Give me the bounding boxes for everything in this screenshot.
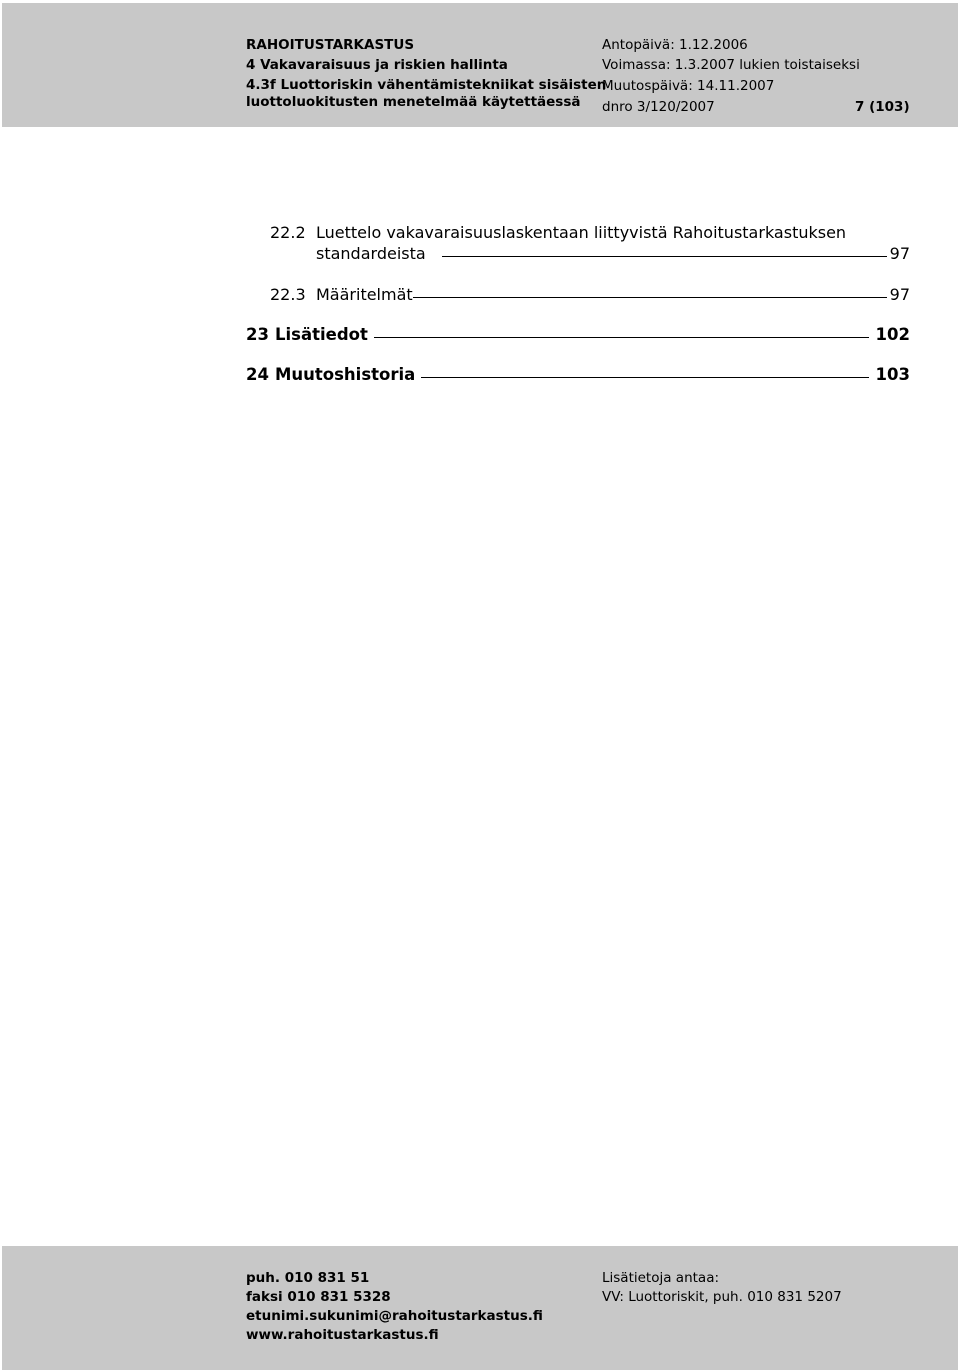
- header-organization: RAHOITUSTARKASTUS: [246, 37, 415, 53]
- toc-leader: [374, 336, 869, 338]
- toc-entry-number: 24: [246, 365, 269, 384]
- toc-entry-title: Määritelmät: [316, 285, 413, 304]
- footer-email: etunimi.sukunimi@rahoitustarkastus.fi: [246, 1308, 543, 1324]
- toc-entry-24[interactable]: [246, 365, 910, 384]
- header-validity: Voimassa: 1.3.2007 lukien toistaiseksi: [602, 57, 860, 73]
- footer-contact-heading: Lisätietoja antaa:: [602, 1270, 720, 1286]
- header-page-number: 7 (103): [855, 99, 910, 115]
- toc-entry-page: 97: [889, 285, 910, 304]
- header-record-number: dnro 3/120/2007: [602, 99, 715, 115]
- footer-contact-details: VV: Luottoriskit, puh. 010 831 5207: [602, 1289, 842, 1305]
- header-section: 4 Vakavaraisuus ja riskien hallinta: [246, 57, 508, 73]
- toc-entry-number: 22.3: [270, 285, 306, 304]
- footer-website: www.rahoitustarkastus.fi: [246, 1327, 439, 1343]
- toc-entry-page: 103: [875, 365, 910, 384]
- toc-entry-23[interactable]: [246, 325, 910, 344]
- toc-entry-22-3[interactable]: [270, 285, 910, 304]
- header-modified-date: Muutospäivä: 14.11.2007: [602, 78, 775, 94]
- toc-entry-title: Muutoshistoria: [274, 365, 416, 384]
- footer-fax: faksi 010 831 5328: [246, 1289, 391, 1305]
- toc-entry-title: Luettelo vakavaraisuuslaskentaan liittyvistä Rahoitustarkastuksen: [316, 223, 847, 242]
- toc-entry-page: 97: [889, 244, 910, 263]
- header-subsection-line2: luottoluokitusten menetelmää käytettäessä: [246, 94, 581, 110]
- footer-phone: puh. 010 831 51: [246, 1270, 370, 1286]
- toc-leader: [442, 255, 887, 257]
- toc-leader: [413, 296, 887, 298]
- toc-leader: [421, 376, 868, 378]
- toc-entry-page: 102: [875, 325, 910, 344]
- header-issue-date: Antopäivä: 1.12.2006: [602, 37, 748, 53]
- toc-entry-title-continued: standardeista: [316, 244, 426, 263]
- toc-entry-number: 22.2: [270, 223, 306, 242]
- toc-entry-22-2-line2[interactable]: [316, 244, 910, 263]
- toc-entry-number: 23: [246, 325, 269, 344]
- toc-entry-title: Lisätiedot: [274, 325, 368, 344]
- toc-entry-22-2-line1[interactable]: [270, 223, 910, 242]
- header-subsection-line1: 4.3f Luottoriskin vähentämistekniikat sisäisten: [246, 77, 607, 93]
